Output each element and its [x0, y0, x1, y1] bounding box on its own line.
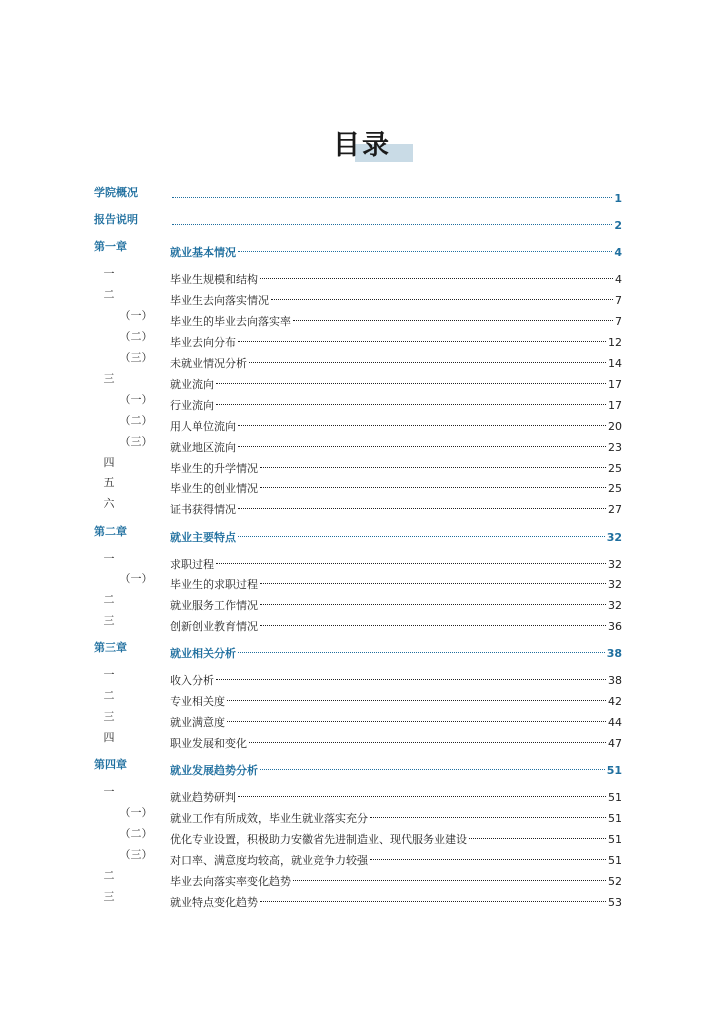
toc-entry-label: 就业相关分析: [170, 647, 236, 661]
toc-entry-page: 36: [608, 620, 622, 634]
toc-entry-line: [170, 687, 622, 709]
toc-entry-number: 第二章: [94, 524, 127, 538]
toc-entry[interactable]: [94, 307, 622, 329]
toc-entry-page: 4: [615, 273, 622, 287]
toc-entry-page: 25: [608, 482, 622, 496]
toc-entry-line: [170, 783, 622, 805]
toc-dot-leader: [227, 687, 606, 705]
toc-entry-number: （二）: [119, 413, 153, 427]
toc-entry-line: [170, 184, 622, 205]
toc-dot-leader: [172, 184, 612, 202]
toc-dot-leader: [260, 474, 606, 492]
toc-entry-label: 毕业生的升学情况: [170, 461, 258, 475]
toc-entry[interactable]: [94, 708, 622, 730]
toc-entry-page: 51: [606, 764, 622, 778]
toc-dot-leader: [216, 666, 606, 684]
toc-entry-number: 三: [103, 710, 115, 724]
toc-dot-leader: [238, 433, 606, 451]
toc-entry-number: （一）: [119, 806, 153, 820]
toc-entry-line: [170, 391, 622, 412]
toc-entry[interactable]: [94, 523, 622, 544]
toc-entry-number: （二）: [119, 827, 153, 841]
toc-entry[interactable]: [94, 370, 622, 391]
toc-dot-leader: [249, 729, 606, 747]
toc-entry[interactable]: [94, 349, 622, 370]
toc-entry-label: 对口率、满意度均较高，就业竞争力较强: [170, 854, 368, 867]
toc-entry-line: [170, 612, 622, 634]
toc-entry-line: [170, 570, 622, 592]
toc-entry-label: 毕业生的求职过程: [170, 578, 258, 592]
toc-entry-line: [170, 265, 622, 287]
toc-entry-label: 职业发展和变化: [170, 737, 247, 751]
toc-entry-line: [170, 211, 622, 233]
toc-dot-leader: [293, 867, 606, 885]
toc-dot-leader: [216, 370, 606, 388]
toc-entry-label: 用人单位流向: [170, 419, 236, 433]
toc-entry-line: [170, 474, 622, 496]
toc-entry-label: 就业流向: [170, 377, 214, 391]
toc-entry-page: 7: [615, 315, 622, 329]
toc-entry-number: 三: [103, 371, 115, 385]
toc-entry-line: [170, 639, 622, 661]
toc-entry-number: （二）: [119, 330, 153, 344]
toc-entry-label: 专业相关度: [170, 695, 225, 709]
toc-entry[interactable]: [94, 211, 622, 233]
toc-entry-page: 20: [608, 419, 622, 433]
toc-entry-line: [170, 286, 622, 308]
toc-dot-leader: [260, 591, 606, 609]
toc-entry-page: 38: [606, 647, 622, 661]
toc-entry-page: 1: [614, 192, 622, 205]
toc-entry-number: （三）: [119, 351, 153, 364]
toc-entry-page: 7: [615, 294, 622, 308]
toc-entry-number: （三）: [119, 434, 153, 448]
toc-dot-leader: [238, 238, 612, 256]
toc-entry-page: 17: [608, 398, 622, 412]
toc-dot-leader: [260, 454, 606, 472]
toc-entry-number: 一: [103, 668, 115, 682]
toc-entry[interactable]: [94, 825, 622, 847]
toc-dot-leader: [260, 265, 613, 283]
toc-entry-line: [170, 888, 622, 909]
toc-entry-label: 收入分析: [170, 674, 214, 688]
toc-dot-leader: [172, 211, 612, 229]
toc-entry-line: [170, 666, 622, 688]
toc-entry-page: 2: [614, 219, 622, 233]
toc-entry[interactable]: [94, 867, 622, 888]
toc-dot-leader: [238, 412, 606, 430]
toc-entry[interactable]: [94, 591, 622, 613]
toc-entry[interactable]: [94, 846, 622, 867]
toc-entry-line: [170, 708, 622, 730]
toc-dot-leader: [216, 391, 606, 409]
toc-entry[interactable]: [94, 454, 622, 475]
toc-entry-label: 就业特点变化趋势: [170, 895, 258, 909]
toc-entry-page: 51: [608, 833, 622, 847]
toc-entry-number: 一: [103, 785, 115, 799]
toc-entry-number: 四: [103, 455, 115, 469]
toc-entry-page: 25: [608, 461, 622, 475]
toc-entry-label: 就业满意度: [170, 716, 225, 730]
toc-dot-leader: [370, 846, 606, 864]
toc-entry-label: 就业服务工作情况: [170, 599, 258, 613]
toc-entry-page: 27: [608, 503, 622, 517]
toc-entry-number: （一）: [119, 572, 153, 586]
toc-entry-line: [170, 495, 622, 517]
page-title: 目录: [333, 130, 391, 161]
toc-dot-leader: [260, 888, 606, 906]
toc-entry[interactable]: [94, 238, 622, 260]
toc-entry-page: 42: [608, 695, 622, 709]
toc-entry-label: 就业趋势研判: [170, 791, 236, 805]
toc-entry-label: 创新创业教育情况: [170, 620, 258, 634]
toc-entry-number: （一）: [119, 392, 153, 406]
toc-entry-number: 报告说明: [94, 213, 138, 227]
toc-entry-line: [170, 591, 622, 613]
toc-entry-page: 52: [608, 874, 622, 888]
toc-entry-page: 51: [608, 854, 622, 867]
toc-dot-leader: [227, 708, 606, 726]
toc-entry-page: 44: [608, 716, 622, 730]
toc-dot-leader: [216, 550, 606, 568]
toc-entry[interactable]: [94, 729, 622, 751]
toc-dot-leader: [260, 570, 606, 588]
toc-entry-number: 一: [103, 267, 115, 281]
toc-entry[interactable]: [94, 612, 622, 634]
toc-entry[interactable]: [94, 639, 622, 661]
toc-entry-page: 38: [608, 674, 622, 688]
toc-entry-number: 五: [103, 476, 115, 490]
toc-entry-label: 行业流向: [170, 398, 214, 412]
toc-entry-number: 第三章: [94, 641, 127, 655]
toc-dot-leader: [370, 804, 606, 822]
toc-entry-page: 53: [608, 895, 622, 909]
toc-entry[interactable]: [94, 570, 622, 592]
toc-entry-number: 二: [103, 288, 115, 302]
toc-entry-number: 学院概况: [94, 186, 138, 199]
toc-entry-line: [170, 846, 622, 867]
toc-entry-label: 优化专业设置，积极助力安徽省先进制造业、现代服务业建设: [170, 833, 467, 847]
toc-entry-label: 证书获得情况: [170, 503, 236, 517]
toc-dot-leader: [249, 349, 606, 367]
toc-entry-label: 就业发展趋势分析: [170, 764, 258, 778]
toc-entry[interactable]: [94, 433, 622, 454]
toc-entry-page: 12: [608, 336, 622, 350]
toc-entry-page: 23: [608, 440, 622, 454]
toc-entry-line: [170, 349, 622, 370]
toc-entry-page: 47: [608, 737, 622, 751]
toc-entry-line: [170, 433, 622, 454]
toc-entry-line: [170, 307, 622, 329]
toc-entry-label: 就业主要特点: [170, 530, 236, 544]
toc-entry[interactable]: [94, 412, 622, 433]
toc-entry-page: 32: [608, 557, 622, 571]
toc-dot-leader: [238, 523, 605, 541]
toc-entry-label: 毕业去向落实率变化趋势: [170, 874, 291, 888]
toc-entry[interactable]: [94, 756, 622, 778]
toc-entry-label: 毕业生去向落实情况: [170, 294, 269, 308]
toc-entry-line: [170, 238, 622, 260]
toc-entry-number: 二: [103, 593, 115, 607]
toc-dot-leader: [293, 307, 613, 325]
toc-entry[interactable]: [94, 265, 622, 287]
toc-entry-page: 51: [608, 791, 622, 805]
toc-entry-number: 六: [103, 497, 115, 511]
toc-entry-line: [170, 756, 622, 778]
toc-entry-number: 三: [103, 889, 115, 903]
toc-entry[interactable]: [94, 687, 622, 709]
toc-entry-number: 一: [103, 551, 115, 565]
toc-entry-number: （三）: [119, 848, 153, 861]
toc-entry-label: 就业地区流向: [170, 440, 236, 454]
toc-entry-label: 毕业生规模和结构: [170, 273, 258, 287]
toc-entry-page: 32: [608, 578, 622, 592]
toc-entry-page: 14: [608, 357, 622, 370]
toc-dot-leader: [260, 756, 605, 774]
toc-entry-page: 17: [608, 377, 622, 391]
toc-entry[interactable]: [94, 286, 622, 308]
toc-dot-leader: [469, 825, 606, 843]
toc-entry-label: 毕业生的创业情况: [170, 482, 258, 496]
toc-entry-line: [170, 867, 622, 888]
toc-entry-label: 就业工作有所成效，毕业生就业落实充分: [170, 812, 368, 826]
toc-entry[interactable]: [94, 474, 622, 496]
toc-entry-number: 三: [103, 614, 115, 628]
toc-dot-leader: [238, 639, 605, 657]
toc-entry[interactable]: [94, 391, 622, 412]
toc-entry[interactable]: [94, 495, 622, 517]
toc-entry-number: 四: [103, 731, 115, 745]
toc-entry-line: [170, 729, 622, 751]
toc-entry-label: 毕业生的毕业去向落实率: [170, 315, 291, 329]
toc-title-box: [333, 128, 391, 164]
toc-entry-line: [170, 454, 622, 475]
toc-entry-line: [170, 328, 622, 350]
toc-entry-number: 第一章: [94, 240, 127, 254]
toc-entry-line: [170, 804, 622, 826]
toc-entry-label: 就业基本情况: [170, 246, 236, 260]
toc-entry-line: [170, 412, 622, 433]
toc-entry-page: 32: [608, 599, 622, 613]
toc-dot-leader: [271, 286, 613, 304]
toc-entry-label: 毕业去向分布: [170, 336, 236, 350]
toc-entry[interactable]: [94, 888, 622, 909]
toc-entry[interactable]: [94, 666, 622, 688]
toc-entry-line: [170, 825, 622, 847]
toc-entry-number: 二: [103, 868, 115, 882]
toc-dot-leader: [238, 328, 606, 346]
toc-entry-number: 二: [103, 689, 115, 703]
toc-entry-line: [170, 523, 622, 544]
toc-entry-line: [170, 370, 622, 391]
toc-title-wrap: [0, 128, 724, 164]
toc-entry[interactable]: [94, 783, 622, 805]
toc-entry-label: 求职过程: [170, 557, 214, 571]
toc-entry[interactable]: [94, 804, 622, 826]
toc-dot-leader: [238, 783, 606, 801]
toc-entry-page: 4: [614, 246, 622, 260]
toc-entry-page: 51: [608, 812, 622, 826]
toc-entry-number: 第四章: [94, 758, 127, 772]
toc-entry-number: （一）: [119, 309, 153, 323]
toc-dot-leader: [260, 612, 606, 630]
toc-entry-line: [170, 550, 622, 571]
toc-dot-leader: [238, 495, 606, 513]
toc-entry[interactable]: [94, 184, 622, 205]
toc-entry[interactable]: [94, 328, 622, 350]
toc-entry-label: 未就业情况分析: [170, 357, 247, 370]
toc-entry-page: 32: [606, 530, 622, 544]
toc-entry[interactable]: [94, 550, 622, 571]
